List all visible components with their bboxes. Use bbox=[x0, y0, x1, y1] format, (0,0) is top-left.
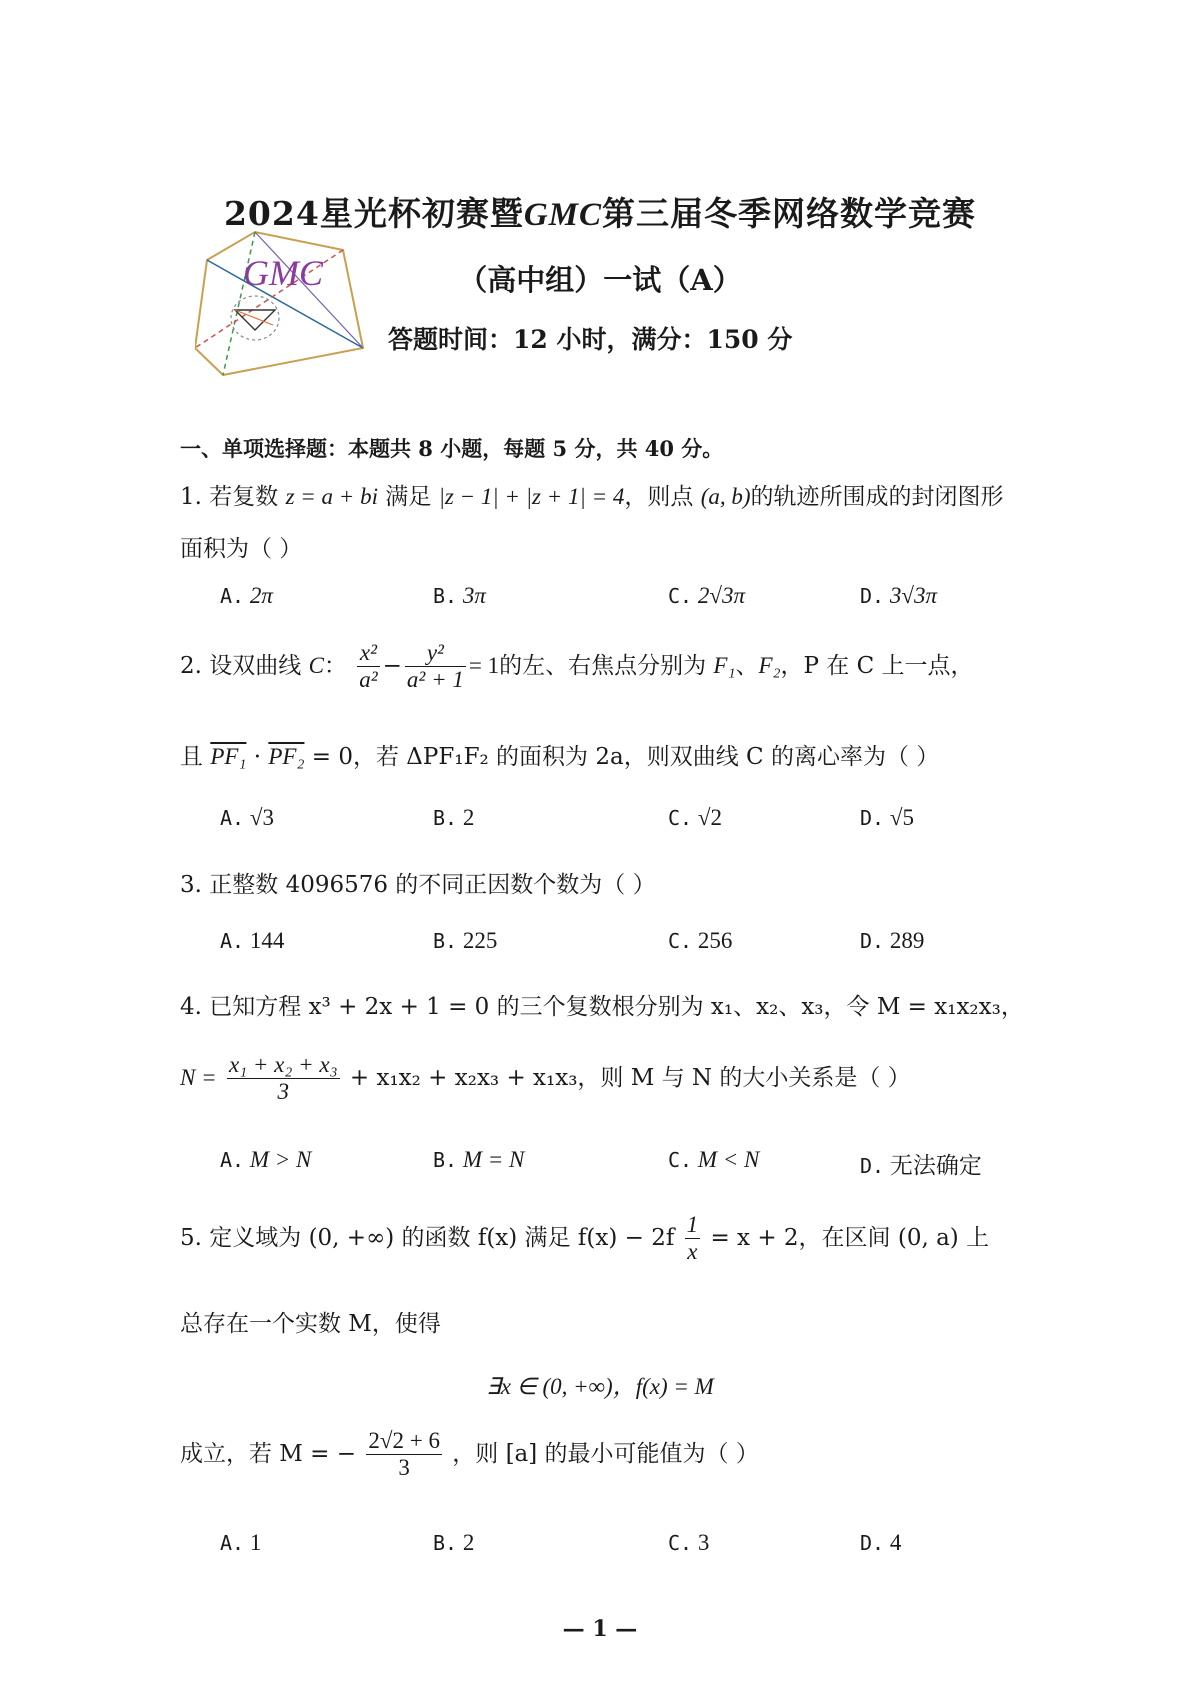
gmc-logo bbox=[195, 230, 375, 410]
question-2-line-2: 且 PF₁ · PF₂ = 0，若 ΔPF₁F₂ 的面积为 2a，则双曲线 C 的离心率为（ ） bbox=[180, 744, 940, 770]
question-1-line-2: 面积为（ ） bbox=[180, 536, 303, 562]
q5-option-c[interactable]: C. 3 bbox=[668, 1530, 710, 1555]
question-4-line-2: N = $\frac{\text{x₁ + x₂ + x₃}}{3}$ + x₁x₂ + x₂x₃ + x₁x₃，则 M 与 N 的大小关系是（ ） bbox=[180, 1052, 911, 1105]
q5-option-d[interactable]: D. 4 bbox=[860, 1530, 902, 1555]
logo-text: GMC bbox=[243, 253, 323, 293]
q4-option-a[interactable]: A. M > N bbox=[220, 1147, 312, 1172]
title-suffix: 第三届冬季网络数学竞赛 bbox=[602, 194, 977, 233]
q2-option-d[interactable]: D. √5 bbox=[860, 805, 914, 830]
question-2-line-1: 2. 设双曲线 C： $\frac{\text{x²}}{\text{a²}}$ − $\frac{\text{y²}}{\text{a² + 1}}$ = 1的左、右焦点分别为 F₁、F₂，P 在 C 上一点， bbox=[180, 640, 974, 693]
title-gmc: GMC bbox=[523, 197, 603, 233]
q5-frac-1-over-x: $\frac{1}{x}$ bbox=[686, 1212, 699, 1265]
q1-option-c[interactable]: C. 2√3π bbox=[668, 583, 745, 608]
q3-option-a[interactable]: A. 144 bbox=[220, 928, 285, 953]
question-4-line-1: 4. 已知方程 x³ + 2x + 1 = 0 的三个复数根分别为 x₁、x₂、x₃，令 M = x₁x₂x₃， bbox=[180, 994, 1024, 1020]
q5-frac-m: $\frac{2√2 + 6}{3}$ bbox=[368, 1428, 440, 1481]
q4-option-c[interactable]: C. M < N bbox=[668, 1147, 760, 1172]
page-number: — 1 — bbox=[562, 1616, 638, 1642]
q5-option-a[interactable]: A. 1 bbox=[220, 1530, 262, 1555]
q3-option-d[interactable]: D. 289 bbox=[860, 928, 925, 953]
question-1-line-1: 1. 若复数 z = a + bi 满足 |z − 1| + |z + 1| = 4，则点 (a, b)的轨迹所围成的封闭图形 bbox=[180, 484, 1004, 510]
q2-frac-x: $\frac{\text{x²}}{\text{a²}}$ bbox=[359, 640, 378, 693]
exam-subtitle: （高中组）一试（A） bbox=[458, 263, 742, 297]
q2-option-c[interactable]: C. √2 bbox=[668, 805, 722, 830]
q1-option-b[interactable]: B. 3π bbox=[433, 583, 486, 608]
q2-frac-y: $\frac{\text{y²}}{\text{a² + 1}}$ bbox=[406, 640, 464, 693]
q1-option-d[interactable]: D. 3√3π bbox=[860, 583, 937, 608]
question-5-line-2: 总存在一个实数 M，使得 bbox=[180, 1311, 441, 1337]
q2-option-a[interactable]: A. √3 bbox=[220, 805, 274, 830]
q2-option-b[interactable]: B. 2 bbox=[433, 805, 475, 830]
question-3: 3. 正整数 4096576 的不同正因数个数为（ ） bbox=[180, 872, 656, 898]
q4-frac: $\frac{\text{x₁ + x₂ + x₃}}{3}$ bbox=[228, 1052, 338, 1105]
section-heading: 一、单项选择题：本题共 8 小题，每题 5 分，共 40 分。 bbox=[180, 436, 724, 461]
title-prefix: 2024星光杯初赛暨 bbox=[223, 194, 524, 233]
question-5-condition: ∃x ∈ (0, +∞)，f(x) = M bbox=[486, 1374, 714, 1399]
q3-option-c[interactable]: C. 256 bbox=[668, 928, 733, 953]
q3-option-b[interactable]: B. 225 bbox=[433, 928, 498, 953]
q1-option-a[interactable]: A. 2π bbox=[220, 583, 273, 608]
exam-title bbox=[0, 188, 1200, 235]
q5-option-b[interactable]: B. 2 bbox=[433, 1530, 475, 1555]
question-5-line-1: 5. 定义域为 (0, +∞) 的函数 f(x) 满足 f(x) − 2f $\frac{1}{x}$ = x + 2，在区间 (0, a) 上 bbox=[180, 1212, 990, 1265]
question-5-line-4: 成立，若 M = − $\frac{2√2 + 6}{3}$ ，则 [a] 的最小可能值为（ ） bbox=[180, 1428, 759, 1481]
q4-option-d[interactable]: D. 无法确定 bbox=[860, 1153, 982, 1179]
q4-option-b[interactable]: B. M = N bbox=[433, 1147, 525, 1172]
exam-time-info: 答题时间：12 小时，满分：150 分 bbox=[388, 325, 793, 354]
